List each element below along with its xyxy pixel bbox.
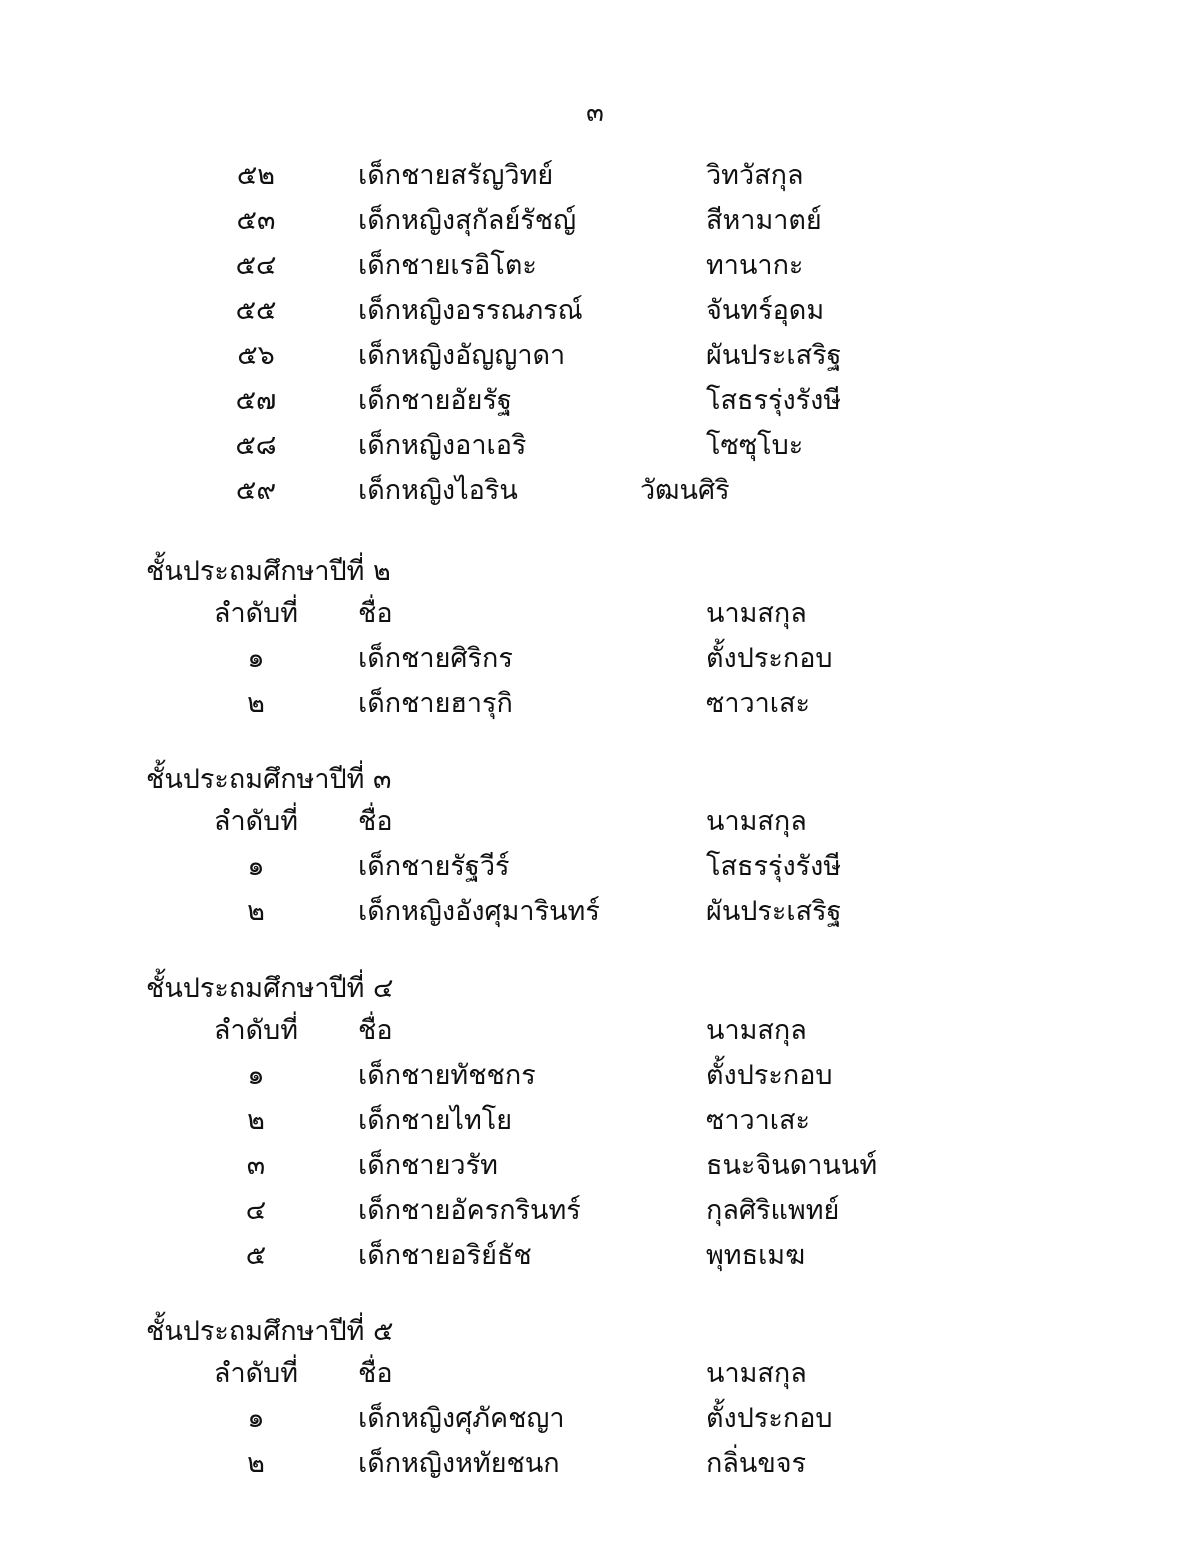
- student-surname: วิทวัสกุล: [706, 160, 804, 191]
- item-number: ๕๔: [235, 250, 277, 281]
- list-item: [0, 334, 1200, 378]
- list-item: [0, 154, 1200, 198]
- student-surname: ธนะจินดานนท์: [706, 1150, 878, 1181]
- item-number: ๕๖: [237, 340, 275, 371]
- student-surname: ซาวาเสะ: [706, 688, 811, 719]
- header-surname: นามสกุล: [706, 1358, 807, 1389]
- item-number: ๒: [247, 1105, 265, 1136]
- header-surname: นามสกุล: [706, 598, 807, 629]
- list-item: [0, 637, 1200, 681]
- student-surname: ผันประเสริฐ: [706, 896, 842, 927]
- student-name: เด็กชายอัครกรินทร์: [358, 1195, 581, 1226]
- item-number: ๕๓: [236, 205, 276, 236]
- item-number: ๒: [247, 1448, 265, 1479]
- header-name: ชื่อ: [358, 1015, 393, 1046]
- item-number: ๑: [247, 851, 265, 882]
- student-name: เด็กหญิงหทัยชนก: [358, 1448, 560, 1479]
- student-surname: ผันประเสริฐ: [706, 340, 842, 371]
- student-name: เด็กหญิงอรรณภรณ์: [358, 295, 583, 326]
- list-item: [0, 890, 1200, 934]
- student-surname: กุลศิริแพทย์: [706, 1195, 840, 1226]
- header-surname: นามสกุล: [706, 806, 807, 837]
- list-item: [0, 1397, 1200, 1441]
- grade-heading: ชั้นประถมศึกษาปีที่ ๕: [146, 1316, 394, 1347]
- list-item: [0, 1234, 1200, 1278]
- student-name: เด็กชายอัยรัฐ: [358, 385, 512, 416]
- item-number: ๑: [247, 1403, 265, 1434]
- list-item: [0, 469, 1200, 513]
- list-item: [0, 1144, 1200, 1188]
- grade-heading: ชั้นประถมศึกษาปีที่ ๒: [146, 556, 391, 587]
- header-name: ชื่อ: [358, 806, 393, 837]
- student-surname: โซซุโบะ: [706, 430, 804, 461]
- table-header: [0, 1352, 1200, 1396]
- table-header: [0, 592, 1200, 636]
- header-number: ลำดับที่: [213, 1015, 299, 1046]
- grade-heading: ชั้นประถมศึกษาปีที่ ๓: [146, 764, 392, 795]
- list-item: [0, 1189, 1200, 1233]
- student-surname: วัฒนศิริ: [640, 475, 730, 506]
- item-number: ๕: [245, 1240, 267, 1271]
- item-number: ๕๗: [235, 385, 277, 416]
- student-name: เด็กหญิงอัญญาดา: [358, 340, 566, 371]
- student-name: เด็กชายไทโย: [358, 1105, 513, 1136]
- item-number: ๒: [247, 896, 265, 927]
- student-surname: โสธรรุ่งรังษี: [706, 851, 842, 882]
- student-surname: สีหามาตย์: [706, 205, 822, 236]
- list-item: [0, 1099, 1200, 1143]
- student-name: เด็กชายศิริกร: [358, 643, 513, 674]
- item-number: ๕๒: [236, 160, 276, 191]
- list-item: [0, 424, 1200, 468]
- student-name: เด็กหญิงอังศุมารินทร์: [358, 896, 600, 927]
- header-surname: นามสกุล: [706, 1015, 807, 1046]
- student-surname: ตั้งประกอบ: [706, 1403, 833, 1434]
- student-name: เด็กหญิงศุภัคชญา: [358, 1403, 565, 1434]
- list-item: [0, 244, 1200, 288]
- student-surname: ซาวาเสะ: [706, 1105, 811, 1136]
- student-surname: จันทร์อุดม: [706, 295, 825, 326]
- student-name: เด็กหญิงสุกัลย์รัชญ์: [358, 205, 577, 236]
- item-number: ๕๕: [235, 295, 277, 326]
- list-item: [0, 289, 1200, 333]
- item-number: ๒: [247, 688, 265, 719]
- item-number: ๔: [245, 1195, 267, 1226]
- item-number: ๕๘: [235, 430, 277, 461]
- header-number: ลำดับที่: [213, 598, 299, 629]
- page-number: ๓: [586, 98, 604, 128]
- student-name: เด็กชายสรัญวิทย์: [358, 160, 554, 191]
- student-surname: ตั้งประกอบ: [706, 643, 833, 674]
- item-number: ๓: [246, 1150, 266, 1181]
- grade-heading: ชั้นประถมศึกษาปีที่ ๔: [146, 973, 394, 1004]
- student-surname: ตั้งประกอบ: [706, 1060, 833, 1091]
- student-surname: ทานากะ: [706, 250, 804, 281]
- list-item: [0, 379, 1200, 423]
- item-number: ๑: [247, 1060, 265, 1091]
- list-item: [0, 845, 1200, 889]
- list-item: [0, 1054, 1200, 1098]
- student-name: เด็กหญิงไอริน: [358, 475, 518, 506]
- list-item: [0, 682, 1200, 726]
- student-surname: พุทธเมฆ: [706, 1240, 806, 1271]
- item-number: ๑: [247, 643, 265, 674]
- header-name: ชื่อ: [358, 598, 393, 629]
- student-name: เด็กชายรัฐวีร์: [358, 851, 510, 882]
- student-name: เด็กชายฮารุกิ: [358, 688, 513, 719]
- student-name: เด็กชายทัชชกร: [358, 1060, 536, 1091]
- student-name: เด็กชายเรอิโตะ: [358, 250, 537, 281]
- student-name: เด็กชายวรัท: [358, 1150, 498, 1181]
- header-number: ลำดับที่: [213, 806, 299, 837]
- student-name: เด็กชายอริย์ธัช: [358, 1240, 532, 1271]
- list-item: [0, 199, 1200, 243]
- list-item: [0, 1442, 1200, 1486]
- student-name: เด็กหญิงอาเอริ: [358, 430, 527, 461]
- item-number: ๕๙: [235, 475, 277, 506]
- student-surname: โสธรรุ่งรังษี: [706, 385, 842, 416]
- table-header: [0, 800, 1200, 844]
- table-header: [0, 1009, 1200, 1053]
- student-surname: กลิ่นขจร: [706, 1448, 807, 1479]
- header-number: ลำดับที่: [213, 1358, 299, 1389]
- header-name: ชื่อ: [358, 1358, 393, 1389]
